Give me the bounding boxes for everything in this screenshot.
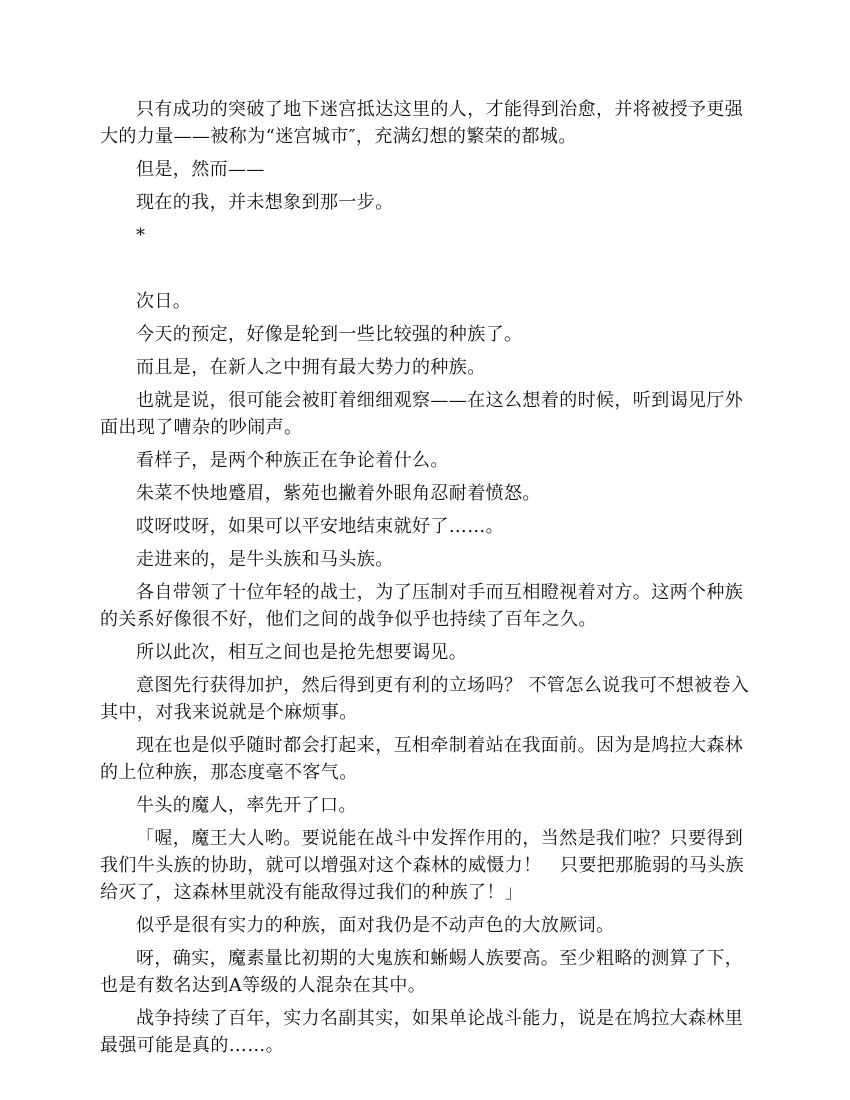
paragraph: 意图先行获得加护，然后得到更有利的立场吗？ 不管怎么说我可不想被卷入其中，对我来说就是个麻烦事。 (100, 675, 750, 723)
paragraph: 现在的我，并未想象到那一步。 (136, 192, 394, 213)
paragraph: 呀，确实，魔素量比初期的大鬼族和蜥蜴人族要高。至少粗略的测算了下，也是有数名达到A等级的人混杂在其中。 (100, 948, 744, 996)
paragraph: 现在也是似乎随时都会打起来，互相牵制着站在我面前。因为是鸠拉大森林的上位种族，那态度毫不客气。 (100, 735, 744, 783)
paragraph: 今天的预定，好像是轮到一些比较强的种族了。 (136, 324, 523, 345)
paragraph: 各自带领了十位年轻的战士，为了压制对手而互相瞪视着对方。这两个种族的关系好像很不好，他们之间的战争似乎也持续了百年之久。 (100, 582, 744, 630)
paragraph: 似乎是很有实力的种族，面对我仍是不动声色的大放厥词。 (136, 915, 615, 936)
blank-line (100, 255, 750, 282)
paragraph: 但是，然而—— (136, 159, 265, 180)
paragraph: 战争持续了百年，实力名副其实，如果单论战斗能力，说是在鸠拉大森林里最强可能是真的……。 (100, 1008, 744, 1056)
paragraph: 而且是，在新人之中拥有最大势力的种族。 (136, 357, 486, 378)
paragraph: 看样子，是两个种族正在争论着什么。 (136, 450, 449, 471)
scene-break-asterisk: * (136, 225, 146, 246)
paragraph: 所以此次，相互之间也是抢先想要谒见。 (136, 642, 468, 663)
paragraph: 也就是说，很可能会被盯着细细观察——在这么想着的时候，听到谒见厅外面出现了嘈杂的吵闹声。 (100, 390, 744, 438)
paragraph: 哎呀哎呀，如果可以平安地结束就好了……。 (136, 516, 504, 537)
document-body (100, 96, 750, 1059)
paragraph: 只有成功的突破了地下迷宫抵达这里的人，才能得到治愈，并将被授予更强大的力量——被称为“迷宫城市″，充满幻想的繁荣的都城。 (100, 99, 744, 147)
paragraph: 走进来的，是牛头族和马头族。 (136, 549, 394, 570)
dialogue-paragraph: 「喔，魔王大人哟。要说能在战斗中发挥作用的，当然是我们啦？只要得到我们牛头族的协助，就可以增强对这个森林的威慑力！ 只要把那脆弱的马头族给灭了，这森林里就没有能敌得过我们的种族了！」 (100, 828, 744, 903)
paragraph: 次日。 (136, 291, 192, 312)
paragraph: 朱菜不快地蹙眉，紫苑也撇着外眼角忍耐着愤怒。 (136, 483, 541, 504)
paragraph: 牛头的魔人，率先开了口。 (136, 795, 357, 816)
